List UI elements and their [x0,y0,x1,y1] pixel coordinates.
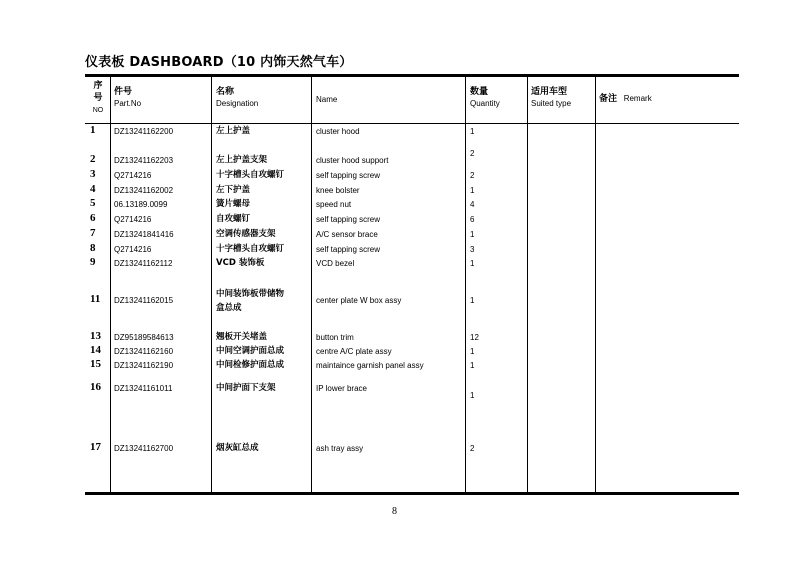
header-no [88,80,108,117]
part-number: DZ95189584613 [114,333,174,342]
part-number: DZ13241162190 [114,361,174,370]
quantity: 2 [470,149,475,158]
header-qty-zh: 数量 [470,87,489,97]
designation: 中间空调护面总成 [216,346,285,356]
row-number: 1 [90,124,96,136]
item-name: IP lower brace [316,384,367,393]
quantity: 1 [470,361,475,370]
item-name: self tapping screw [316,245,381,254]
column-divider [110,77,111,492]
designation: 十字槽头自攻螺钉 [216,244,285,254]
header-remark-zh: 备注 [599,94,618,104]
column-divider [527,77,528,492]
designation: 左下护盖 [216,185,251,195]
header-no-en: NO [92,107,104,114]
part-number: DZ13241162160 [114,347,174,356]
quantity: 6 [470,215,475,224]
quantity: 12 [470,333,479,342]
row-number: 6 [90,212,96,224]
item-name: maintaince garnish panel assy [316,361,424,370]
quantity: 1 [470,186,475,195]
designation: 空调传感器支架 [216,229,276,239]
header-separator [85,123,739,124]
quantity: 1 [470,347,475,356]
designation-line: 盒总成 [216,303,242,313]
row-number: 13 [90,330,101,342]
part-number: DZ13241162200 [114,127,174,136]
page-number: 8 [392,506,397,517]
row-number: 16 [90,381,101,393]
item-name: ash tray assy [316,444,364,453]
header-qty-en: Quantity [470,99,500,108]
header-suited-zh: 适用车型 [531,87,568,97]
designation: 中间护面下支架 [216,383,276,393]
column-divider [211,77,212,492]
item-name: self tapping screw [316,215,381,224]
item-name: center plate W box assy [316,296,402,305]
header-suited-en: Suited type [531,99,572,108]
header-no-zh: 序号 [93,81,103,103]
column-divider [311,77,312,492]
header-desig-zh: 名称 [216,87,235,97]
row-number: 17 [90,441,101,453]
designation: 中间检修护面总成 [216,360,285,370]
designation: 自攻螺钉 [216,214,251,224]
table-bottom-rule [85,492,739,495]
part-number: DZ13241841416 [114,230,174,239]
quantity: 1 [470,391,475,400]
quantity: 1 [470,259,475,268]
designation: 烟灰缸总成 [216,443,259,453]
part-number: Q2714216 [114,215,152,224]
quantity: 3 [470,245,475,254]
row-number: 4 [90,183,96,195]
designation-line: 中间装饰板带储物 [216,289,285,299]
row-number: 11 [90,293,101,305]
item-name: centre A/C plate assy [316,347,392,356]
page-title: 仪表板 DASHBOARD（10 内饰天然气车） [85,55,353,70]
part-number: DZ13241162203 [114,156,174,165]
quantity: 2 [470,171,475,180]
table-top-rule [85,74,739,77]
item-name: cluster hood support [316,156,389,165]
part-number: Q2714216 [114,171,152,180]
row-number: 3 [90,168,96,180]
column-divider [465,77,466,492]
designation [216,287,284,315]
item-name: knee bolster [316,186,360,195]
item-name: button trim [316,333,354,342]
designation: 十字槽头自攻螺钉 [216,170,285,180]
designation: 左上护盖 [216,126,251,136]
part-number: DZ13241162015 [114,296,174,305]
quantity: 2 [470,444,475,453]
header-designation [216,86,258,110]
row-number: 9 [90,256,96,268]
header-part-zh: 件号 [114,87,133,97]
header-name: Name [316,95,338,104]
header-remark [599,93,652,105]
quantity: 1 [470,296,475,305]
designation: 簧片螺母 [216,199,251,209]
header-part-en: Part.No [114,99,142,108]
row-number: 7 [90,227,96,239]
part-number: DZ13241162700 [114,444,174,453]
row-number: 14 [90,344,101,356]
part-number: DZ13241161011 [114,384,173,393]
column-divider [595,77,596,492]
item-name: cluster hood [316,127,360,136]
designation: 翘板开关堵盖 [216,332,268,342]
row-number: 5 [90,197,96,209]
quantity: 4 [470,200,475,209]
quantity: 1 [470,127,475,136]
header-suited-type [531,86,571,110]
part-number: DZ13241162002 [114,186,174,195]
item-name: self tapping screw [316,171,381,180]
designation: VCD 装饰板 [216,258,265,268]
quantity: 1 [470,230,475,239]
designation: 左上护盖支架 [216,155,268,165]
part-number: Q2714216 [114,245,152,254]
header-desig-en: Designation [216,99,259,108]
row-number: 2 [90,153,96,165]
header-part [114,86,141,110]
item-name: VCD bezel [316,259,355,268]
item-name: A/C sensor brace [316,230,378,239]
row-number: 15 [90,358,101,370]
row-number: 8 [90,242,96,254]
part-number: 06.13189.0099 [114,200,168,209]
item-name: speed nut [316,200,352,209]
header-quantity [470,86,500,110]
header-remark-en: Remark [623,94,652,103]
part-number: DZ13241162112 [114,259,173,268]
